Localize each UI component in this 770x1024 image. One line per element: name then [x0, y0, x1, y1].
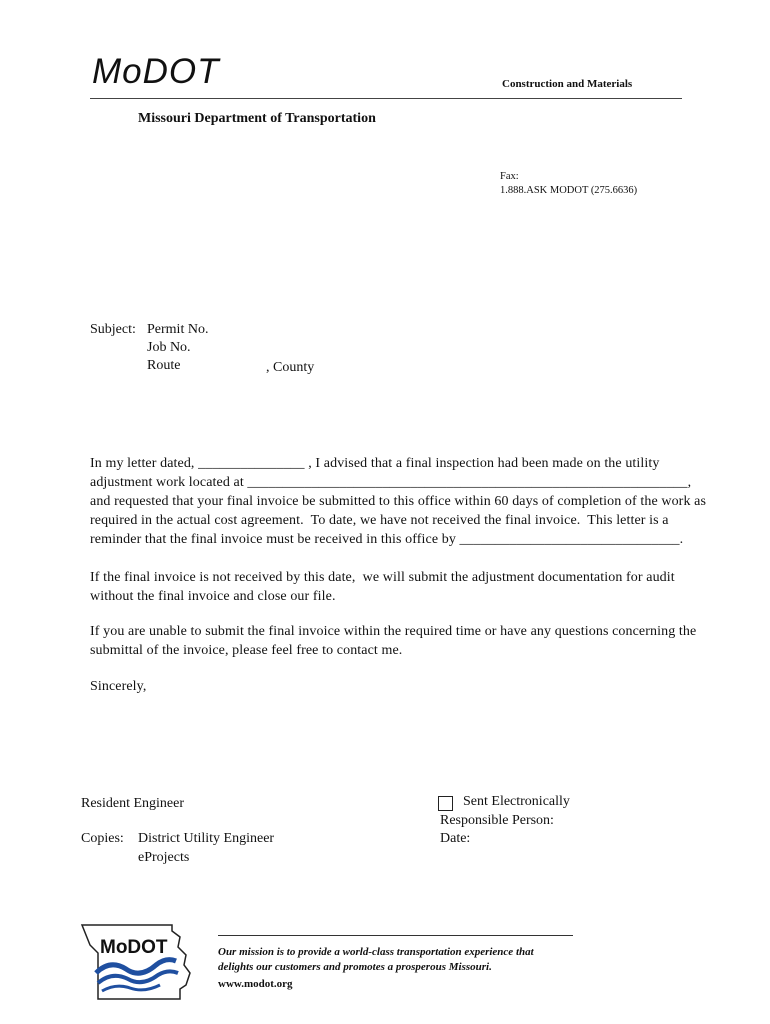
- permit-no-label: Permit No.: [147, 322, 209, 337]
- responsible-person-label: Responsible Person:: [440, 813, 554, 828]
- mission-statement: [218, 945, 534, 975]
- fax-number: 1.888.ASK MODOT (275.6636): [500, 185, 638, 196]
- paragraph-1-line: In my letter dated, _______________ , I advised that a final inspection had been made on the utility: [90, 456, 660, 471]
- copies-eprojects: eProjects: [138, 850, 190, 865]
- paragraph-3-line: If you are unable to submit the final invoice within the required time or have any questions concerning the: [90, 624, 697, 639]
- sent-electronically-checkbox[interactable]: [438, 796, 453, 811]
- paragraph-2-line: If the final invoice is not received by this date, we will submit the adjustment documentation for audit: [90, 570, 675, 585]
- mission-line: delights our customers and promotes a prosperous Missouri.: [218, 961, 492, 973]
- department-name: Missouri Department of Transportation: [138, 111, 376, 126]
- header-divider: [90, 98, 682, 99]
- paragraph-1-line: and requested that your final invoice be submitted to this office within 60 days of completion of the work as: [90, 494, 707, 509]
- copies-district-utility-engineer: District Utility Engineer: [138, 831, 275, 846]
- footer-logo-text: MoDOT: [100, 937, 168, 958]
- fax-label: Fax:: [500, 171, 519, 182]
- subject-label: Subject:: [90, 322, 136, 337]
- sent-electronically-label: Sent Electronically: [463, 794, 570, 809]
- paragraph-1-line: adjustment work located at ______________________________________________________________,: [90, 475, 692, 490]
- signer-title: Resident Engineer: [81, 796, 185, 811]
- copies-label: Copies:: [81, 831, 124, 846]
- wave-icon: [102, 985, 160, 991]
- job-no-label: Job No.: [147, 340, 191, 355]
- paragraph-1-line: required in the actual cost agreement. To date, we have not received the final invoice. This letter is a: [90, 513, 669, 528]
- closing: Sincerely,: [90, 679, 147, 694]
- paragraph-2: [90, 568, 750, 606]
- division-name: Construction and Materials: [502, 78, 633, 90]
- modot-footer-logo: [80, 923, 192, 1001]
- mission-line: Our mission is to provide a world-class transportation experience that: [218, 946, 534, 958]
- county-label: , County: [266, 360, 315, 375]
- website-link[interactable]: www.modot.org: [218, 978, 293, 990]
- date-label: Date:: [440, 831, 471, 846]
- paragraph-1: [90, 454, 750, 549]
- paragraph-2-line: without the final invoice and close our file.: [90, 589, 336, 604]
- route-label: Route: [147, 358, 181, 373]
- fax-block: [500, 170, 637, 198]
- header-logo: MoDOT: [92, 52, 220, 91]
- paragraph-1-line: reminder that the final invoice must be received in this office by _______________________________.: [90, 532, 684, 547]
- paragraph-3-line: submittal of the invoice, please feel free to contact me.: [90, 643, 403, 658]
- footer-divider: [218, 935, 573, 936]
- paragraph-3: [90, 622, 750, 660]
